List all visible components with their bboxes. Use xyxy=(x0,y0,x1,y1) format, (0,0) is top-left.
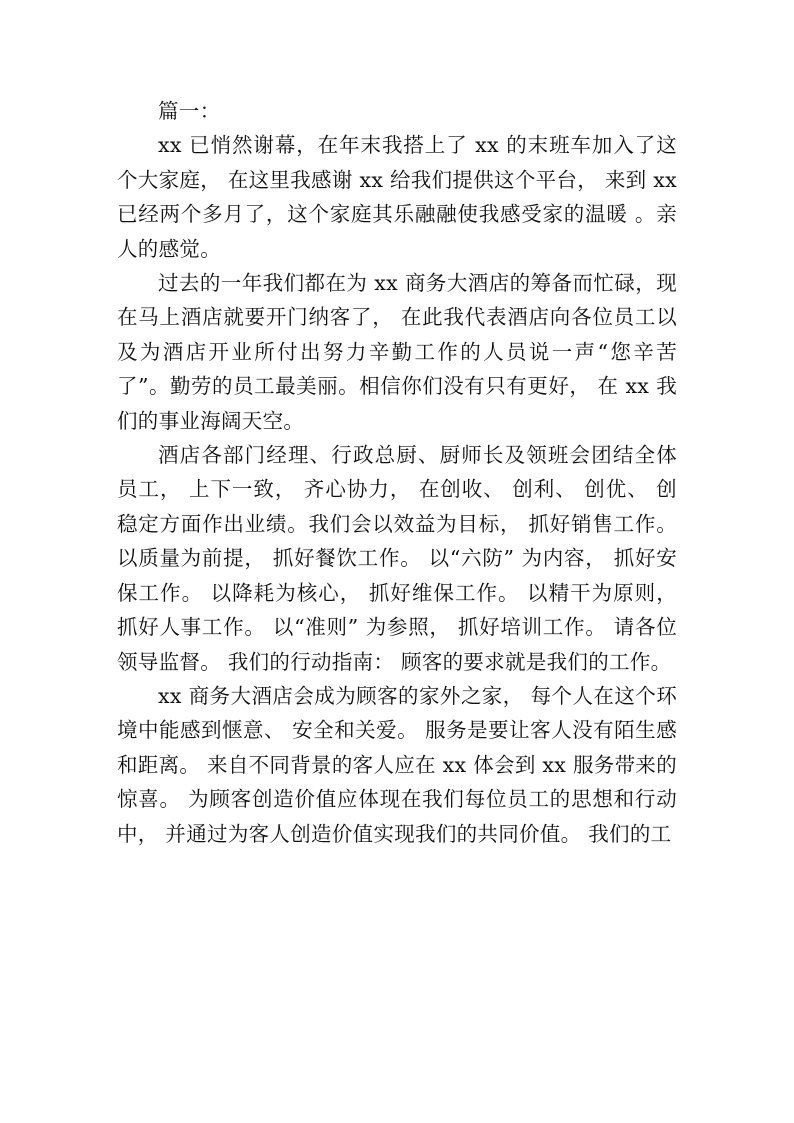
paragraph-3: 酒店各部门经理、行政总厨、厨师长及领班会团结全体员工， 上下一致， 齐心协力， 在创收、 创利、 创优、 创稳定方面作出业绩。我们会以效益为目标， 抓好销售工作。 以质量为前提， 抓好餐饮工作。 以“六防” 为内容， 抓好安保工作。 以降耗为核心， 抓好维保工作。 以精干为原则， 抓好人事工作。 以“准则” 为参照， 抓好培训工作。 请各位领导监督。 我们的行动指南： 顾客的要求就是我们的工作。 xyxy=(117,443,677,674)
paragraph-4: xx 商务大酒店会成为顾客的家外之家， 每个人在这个环境中能感到惬意、 安全和关爱。 服务是要让客人没有陌生感和距离。 来自不同背景的客人应在 xx 体会到 xx 服务带来的惊喜。 为顾客创造价值应体现在我们每位员工的思想和行动中， 并通过为客人创造价值实现我们的共同价值。 我们的工 xyxy=(117,683,677,846)
document-body xyxy=(117,94,677,851)
section-heading: 篇一： xyxy=(158,99,221,123)
paragraph-2: 过去的一年我们都在为 xx 商务大酒店的筹备而忙碌，现在马上酒店就要开门纳客了， 在此我代表酒店向各位员工以及为酒店开业所付出努力辛勤工作的人员说一声“您辛苦了”。勤劳的员工最美丽。相信你们没有只有更好， 在 xx 我们的事业海阔天空。 xyxy=(117,271,677,433)
paragraph-1: xx 已悄然谢幕，在年末我搭上了 xx 的末班车加入了这个大家庭， 在这里我感谢 xx 给我们提供这个平台， 来到 xx 已经两个多月了，这个家庭其乐融融使我感受家的温暖 。亲人的感觉。 xyxy=(117,133,677,261)
